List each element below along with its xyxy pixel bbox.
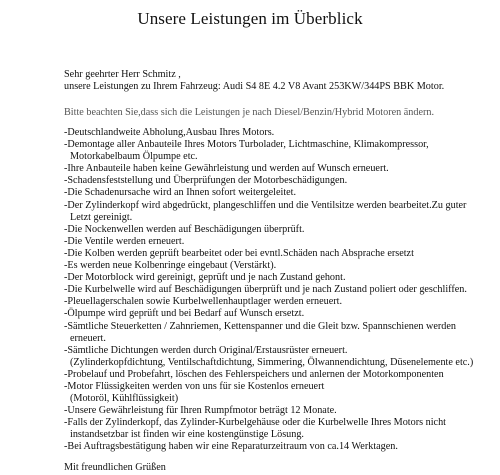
service-text: -Unsere Gewährleistung für Ihren Rumpfmotor beträgt 12 Monate.: [64, 405, 337, 417]
service-item: [64, 139, 494, 163]
service-item: [64, 417, 494, 441]
service-item: [64, 321, 494, 345]
service-text: -Probelauf und Probefahrt, löschen des Fehlerspeichers und anlernen der Motorkomponenten: [64, 368, 444, 380]
service-item: [64, 187, 494, 199]
service-text-continued: erneuert.: [70, 332, 106, 344]
service-item: [64, 260, 494, 272]
service-text: -Demontage aller Anbauteile Ihres Motors Turbolader, Lichtmaschine, Klimakompressor,: [64, 139, 429, 151]
service-item: [64, 272, 494, 284]
service-text: -Die Nockenwellen werden auf Beschädigungen überprüft.: [64, 223, 305, 235]
service-text: -Bei Auftragsbestätigung haben wir eine Reparaturzeitraum von ca.14 Werktagen.: [64, 441, 398, 453]
service-text: -Der Zylinderkopf wird abgedrückt, plangeschliffen und die Ventilsitze werden bearbeitet.Zu guter: [64, 199, 467, 211]
service-text: -Deutschlandweite Abholung,Ausbau Ihres Motors.: [64, 127, 275, 138]
service-item: [64, 200, 494, 224]
service-item: [64, 381, 494, 405]
service-text: -Falls der Zylinderkopf, das Zylinder-Kurbelgehäuse oder die Kurbelwelle Ihres Motors nicht: [64, 417, 446, 429]
service-text-continued: Motorkabelbaum Ölpumpe etc.: [70, 151, 198, 163]
page-title: Unsere Leistungen im Überblick: [137, 9, 363, 28]
service-text: -Sämtliche Dichtungen werden durch Original/Erstausrüster erneuert.: [64, 344, 348, 356]
service-item: [64, 175, 494, 187]
service-item: [64, 163, 494, 175]
service-text: -Die Ventile werden erneuert.: [64, 235, 185, 247]
service-item: [64, 248, 494, 260]
service-text-continued: (Motoröl, Kühlflüssigkeit): [70, 393, 179, 405]
service-item: [64, 284, 494, 296]
salutation: Sehr geehrter Herr Schmitz ,: [64, 69, 181, 80]
service-text: -Die Kurbelwelle wird auf Beschädigungen überprüft und je nach Zustand poliert oder geschliffen.: [64, 284, 467, 296]
service-text: -Die Schadenursache wird an Ihnen sofort weitergeleitet.: [64, 187, 297, 199]
service-text-continued: Letzt gereinigt.: [70, 211, 133, 223]
service-item: [64, 308, 494, 320]
service-text: -Ihre Anbauteile haben keine Gewährleistung und werden auf Wunsch erneuert.: [64, 163, 389, 175]
services-list: [64, 127, 494, 454]
service-item: [64, 441, 494, 453]
service-item: [64, 224, 494, 236]
service-text: -Sämtliche Steuerketten / Zahnriemen, Kettenspanner und die Gleit bzw. Spannschienen werden: [64, 320, 456, 332]
service-text: -Ölpumpe wird geprüft und bei Bedarf auf Wunsch ersetzt.: [64, 308, 305, 320]
greeting-block: [64, 69, 494, 93]
service-text: -Der Motorblock wird gereinigt, geprüft und je nach Zustand gehont.: [64, 272, 346, 284]
service-text-continued: instandsetzbar ist finden wir eine kostengünstige Lösung.: [70, 429, 304, 441]
fuel-type-note: Bitte beachten Sie,dass sich die Leistungen je nach Diesel/Benzin/Hybrid Motoren ändern.: [64, 107, 435, 118]
service-item: [64, 236, 494, 248]
vehicle-line: unsere Leistungen zu Ihrem Fahrzeug: Audi S4 8E 4.2 V8 Avant 253KW/344PS BBK Motor.: [64, 81, 445, 92]
service-item: [64, 296, 494, 308]
service-text: -Schadensfeststellung und Überprüfungen der Motorbeschädigungen.: [64, 175, 348, 187]
service-text: -Motor Flüssigkeiten werden von uns für sie Kostenlos erneuert: [64, 380, 325, 392]
service-item: [64, 369, 494, 381]
service-text: -Pleuellagerschalen sowie Kurbelwellenhauptlager werden erneuert.: [64, 296, 343, 308]
service-text: -Es werden neue Kolbenringe eingebaut (Verstärkt).: [64, 260, 277, 272]
service-text: -Die Kolben werden geprüft bearbeitet oder bei evntl.Schäden nach Absprache ersetzt: [64, 247, 414, 259]
service-text-continued: (Zylinderkopfdichtung, Ventilschaftdichtung, Simmering, Ölwannendichtung, Düsenelemente etc.): [70, 356, 474, 368]
closing-line: Mit freundlichen Grüßen: [64, 462, 166, 473]
service-item: [64, 127, 494, 139]
service-item: [64, 345, 494, 369]
service-item: [64, 405, 494, 417]
